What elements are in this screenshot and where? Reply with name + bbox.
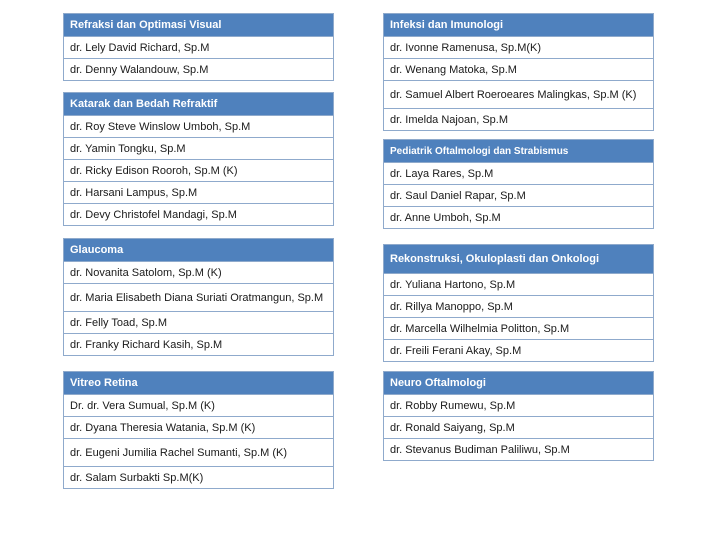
table-row: dr. Dyana Theresia Watania, Sp.M (K) bbox=[64, 416, 333, 438]
table-row: dr. Freili Ferani Akay, Sp.M bbox=[384, 339, 653, 361]
table-row: dr. Felly Toad, Sp.M bbox=[64, 311, 333, 333]
table-header: Neuro Oftalmologi bbox=[384, 372, 653, 394]
table-row: dr. Denny Walandouw, Sp.M bbox=[64, 58, 333, 80]
table-row: dr. Anne Umboh, Sp.M bbox=[384, 206, 653, 228]
table-row: dr. Samuel Albert Roeroeares Malingkas, Sp.M (K) bbox=[384, 80, 653, 108]
table-row: dr. Maria Elisabeth Diana Suriati Oratmangun, Sp.M bbox=[64, 283, 333, 311]
table-row: dr. Franky Richard Kasih, Sp.M bbox=[64, 333, 333, 355]
table-row: dr. Ricky Edison Rooroh, Sp.M (K) bbox=[64, 159, 333, 181]
table-row: dr. Imelda Najoan, Sp.M bbox=[384, 108, 653, 130]
table-rekonstruksi bbox=[383, 244, 654, 362]
table-row: dr. Harsani Lampus, Sp.M bbox=[64, 181, 333, 203]
table-row: dr. Saul Daniel Rapar, Sp.M bbox=[384, 184, 653, 206]
table-row: dr. Stevanus Budiman Paliliwu, Sp.M bbox=[384, 438, 653, 460]
table-row: dr. Laya Rares, Sp.M bbox=[384, 162, 653, 184]
table-row: dr. Marcella Wilhelmia Politton, Sp.M bbox=[384, 317, 653, 339]
table-row: dr. Devy Christofel Mandagi, Sp.M bbox=[64, 203, 333, 225]
table-row: dr. Roy Steve Winslow Umboh, Sp.M bbox=[64, 115, 333, 137]
table-pediatrik bbox=[383, 139, 654, 229]
table-neuro bbox=[383, 371, 654, 461]
table-row: dr. Ivonne Ramenusa, Sp.M(K) bbox=[384, 36, 653, 58]
table-row: dr. Rillya Manoppo, Sp.M bbox=[384, 295, 653, 317]
table-header: Katarak dan Bedah Refraktif bbox=[64, 93, 333, 115]
table-header: Pediatrik Oftalmologi dan Strabismus bbox=[384, 140, 653, 162]
table-vitreo bbox=[63, 371, 334, 489]
table-row: Dr. dr. Vera Sumual, Sp.M (K) bbox=[64, 394, 333, 416]
table-row: dr. Yamin Tongku, Sp.M bbox=[64, 137, 333, 159]
table-katarak bbox=[63, 92, 334, 226]
table-header: Infeksi dan Imunologi bbox=[384, 14, 653, 36]
table-row: dr. Yuliana Hartono, Sp.M bbox=[384, 273, 653, 295]
table-row: dr. Salam Surbakti Sp.M(K) bbox=[64, 466, 333, 488]
table-refraksi bbox=[63, 13, 334, 81]
table-header: Vitreo Retina bbox=[64, 372, 333, 394]
table-row: dr. Robby Rumewu, Sp.M bbox=[384, 394, 653, 416]
table-header: Refraksi dan Optimasi Visual bbox=[64, 14, 333, 36]
table-row: dr. Lely David Richard, Sp.M bbox=[64, 36, 333, 58]
table-row: dr. Eugeni Jumilia Rachel Sumanti, Sp.M (K) bbox=[64, 438, 333, 466]
table-header: Glaucoma bbox=[64, 239, 333, 261]
table-row: dr. Novanita Satolom, Sp.M (K) bbox=[64, 261, 333, 283]
table-header: Rekonstruksi, Okuloplasti dan Onkologi bbox=[384, 245, 653, 273]
table-infeksi bbox=[383, 13, 654, 131]
table-glaucoma bbox=[63, 238, 334, 356]
table-row: dr. Ronald Saiyang, Sp.M bbox=[384, 416, 653, 438]
table-row: dr. Wenang Matoka, Sp.M bbox=[384, 58, 653, 80]
